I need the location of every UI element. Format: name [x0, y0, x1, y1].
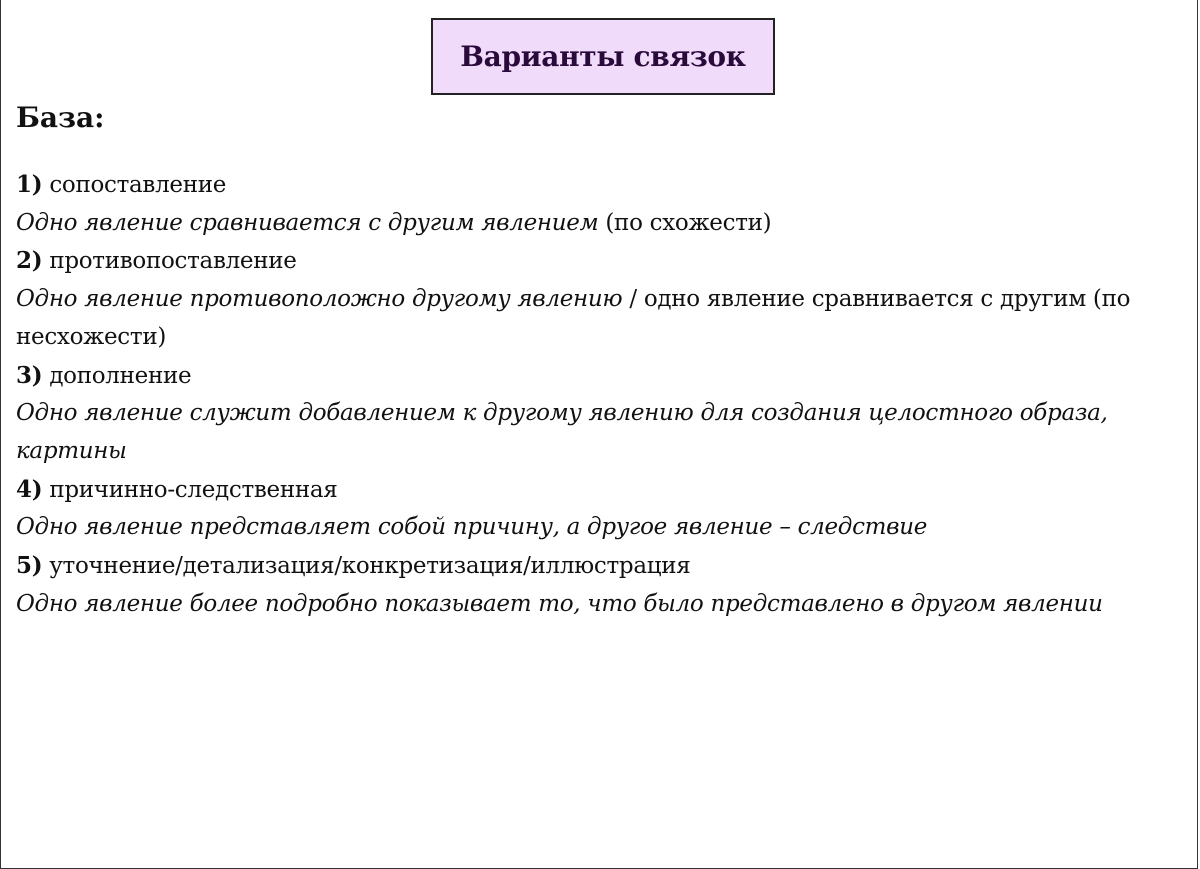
- list-item-heading: 5) уточнение/детализация/конкретизация/иллюстрация: [16, 552, 691, 580]
- list-item-heading: 1) сопоставление: [16, 171, 227, 198]
- page-title: Варианты связок: [460, 40, 746, 73]
- list-item-description: Одно явление противоположно другому явлению / одно явление сравнивается с другим (по несхожести): [16, 286, 1131, 350]
- list-item-description: Одно явление сравнивается с другим явлением (по схожести): [16, 209, 772, 236]
- list-item-heading: 3) дополнение: [16, 361, 192, 389]
- base-heading: База:: [16, 101, 105, 134]
- list-item-description: Одно явление более подробно показывает то, что было представлено в другом явлении: [16, 590, 1103, 617]
- list-item-description: Одно явление служит добавлением к другому явлению для создания целостного образа, картины: [16, 400, 1108, 464]
- list-item-description: Одно явление представляет собой причину, а другое явление – следствие: [16, 514, 928, 541]
- title-box: [431, 18, 775, 95]
- connections-list: [16, 166, 1186, 623]
- list-item-heading: 2) противопоставление: [16, 247, 297, 275]
- list-item-heading: 4) причинно-следственная: [16, 475, 338, 503]
